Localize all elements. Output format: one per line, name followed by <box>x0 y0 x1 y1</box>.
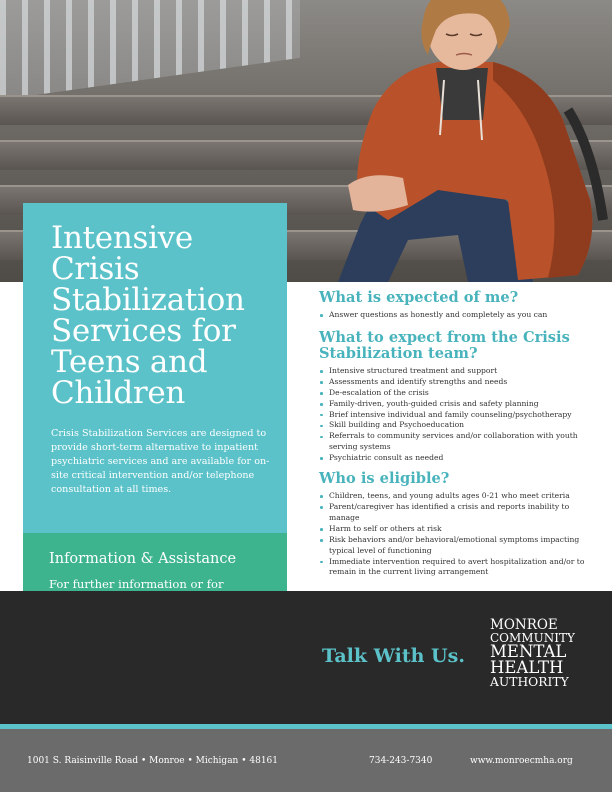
team-list <box>319 366 591 464</box>
logo-line: AUTHORITY <box>490 675 569 689</box>
list-item: Intensive structured treatment and support <box>319 366 591 377</box>
footer <box>0 729 612 792</box>
section-heading-eligible: Who is eligible? <box>319 470 450 488</box>
title-panel <box>23 203 287 533</box>
sad-teen-on-stairs-photo <box>318 0 612 282</box>
logo-line: COMMUNITY <box>490 631 575 645</box>
title-line: Crisis <box>51 251 140 287</box>
logo-line: MONROE <box>490 617 558 633</box>
list-item: Harm to self or others at risk <box>319 524 591 535</box>
title-line: Stabilization <box>51 282 245 318</box>
list-item: Immediate intervention required to avert hospitalization and/or to remain in the current living arrangement <box>319 557 591 579</box>
information-heading: Information & Assistance <box>49 551 237 567</box>
list-item: Risk behaviors and/or behavioral/emotional symptoms impacting typical level of functioning <box>319 535 591 557</box>
title-line: Intensive <box>51 220 193 256</box>
logo-line: HEALTH <box>490 658 564 677</box>
list-item: Answer questions as honestly and completely as you can <box>319 310 591 321</box>
stair-railing <box>0 0 300 100</box>
intro-paragraph: Crisis Stabilization Services are designed to provide short-term alternative to inpatient psychiatric services and are available for on-site critical intervention and/or telephone consultation at all times. <box>51 428 270 495</box>
list-item: Skill building and Psychoeducation <box>319 420 591 431</box>
list-item: Referrals to community services and/or collaboration with youth serving systems <box>319 431 591 453</box>
title-line: Children <box>51 375 186 411</box>
list-item: Psychiatric consult as needed <box>319 453 591 464</box>
talk-with-us-tagline: Talk With Us. <box>322 645 465 667</box>
logo-line: MENTAL <box>490 642 567 661</box>
list-item: Children, teens, and young adults ages 0-21 who meet criteria <box>319 491 591 502</box>
list-item: Family-driven, youth-guided crisis and safety planning <box>319 399 591 410</box>
expected-list <box>319 310 591 321</box>
section-heading-expected: What is expected of me? <box>319 289 519 306</box>
information-body: For further information or for <box>49 577 224 591</box>
page-title <box>51 220 273 411</box>
title-line: Teens and <box>51 344 208 380</box>
list-item: De-escalation of the crisis <box>319 388 591 399</box>
list-item: Brief intensive individual and family counseling/psychotherapy <box>319 410 591 421</box>
list-item: Assessments and identify strengths and needs <box>319 377 591 388</box>
list-item: Parent/caregiver has identified a crisis and reports inability to manage <box>319 502 591 524</box>
section-heading-team: What to expect from the Crisis Stabilization team? <box>319 328 570 362</box>
footer-address: 1001 S. Raisinville Road • Monroe • Michigan • 48161 <box>27 756 279 766</box>
title-line: Services for <box>51 313 236 349</box>
monroe-cmha-logo <box>490 618 590 689</box>
footer-website[interactable]: www.monroecmha.org <box>470 756 573 766</box>
footer-phone: 734-243-7340 <box>369 756 433 766</box>
details-column <box>319 290 591 578</box>
eligible-list <box>319 491 591 578</box>
